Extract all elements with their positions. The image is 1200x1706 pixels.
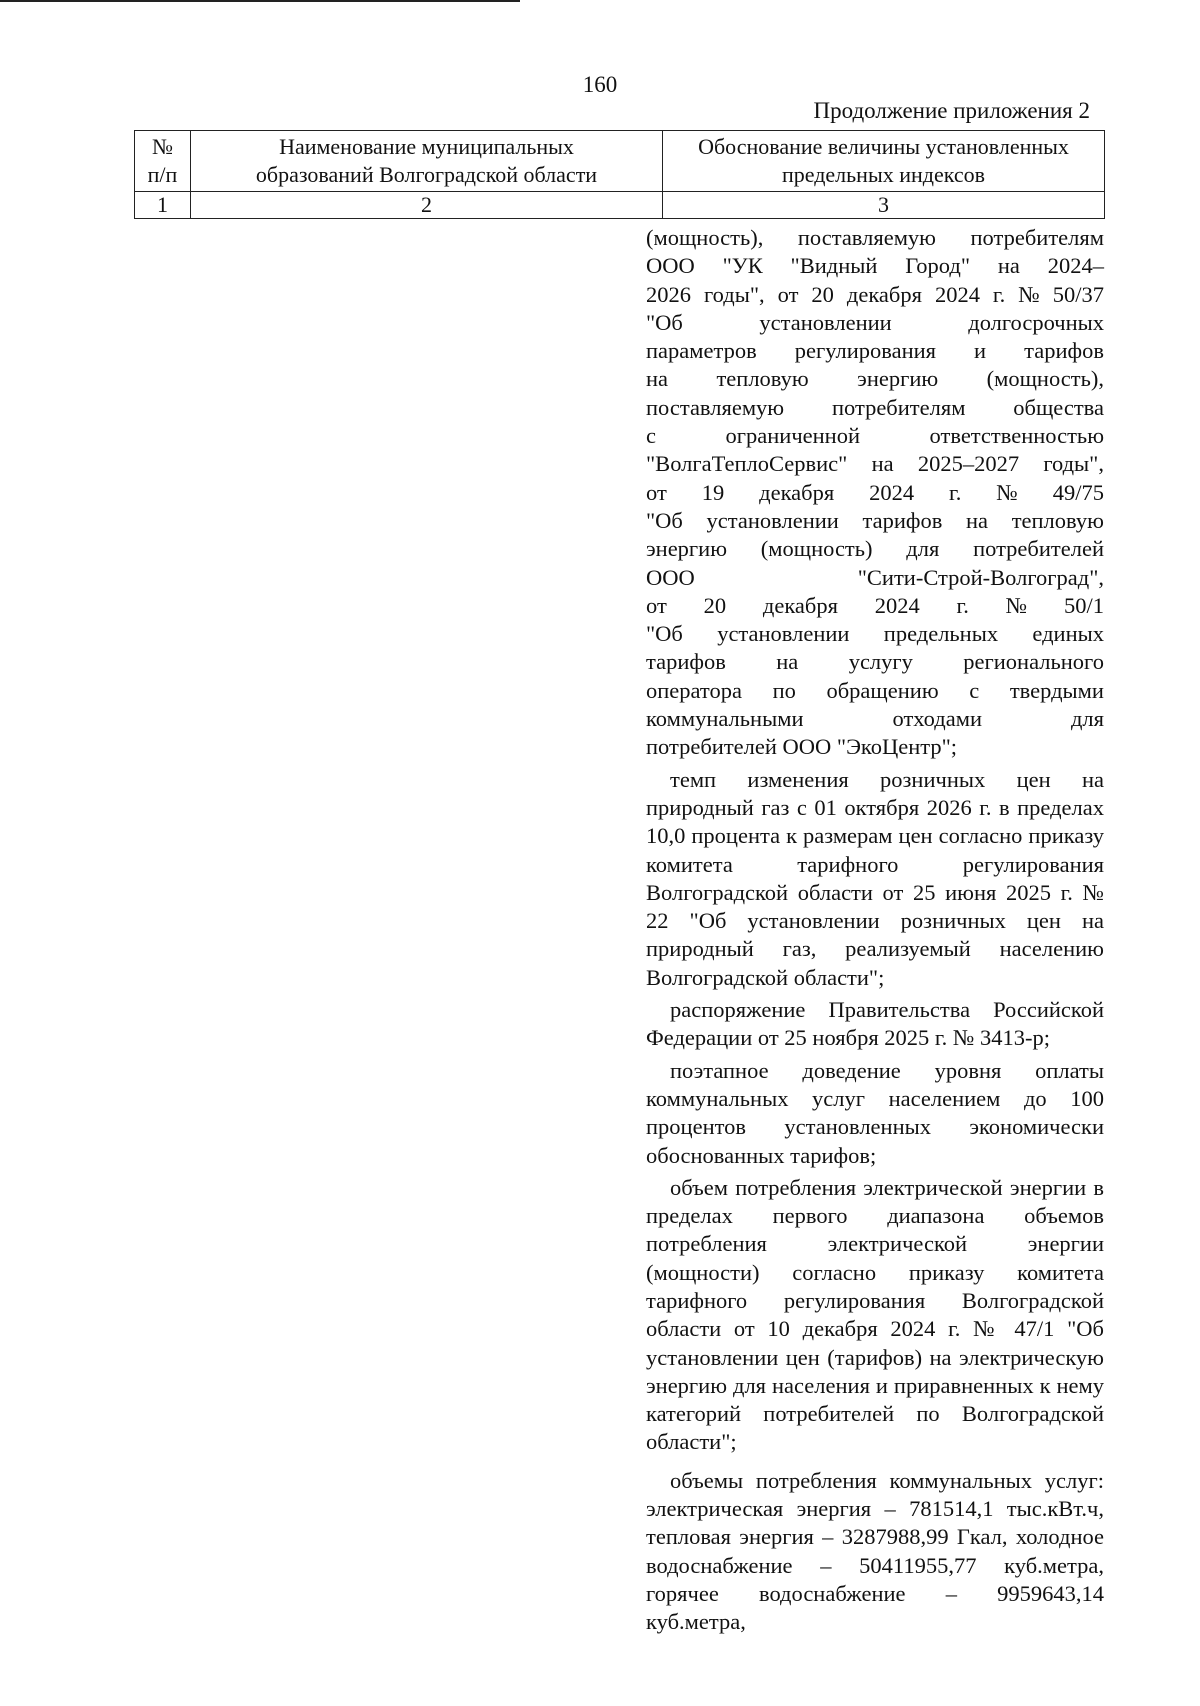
word: потребителей	[973, 536, 1104, 562]
text-line	[646, 224, 1104, 252]
word: предельных	[883, 621, 999, 647]
header-justification-cell	[663, 131, 1105, 192]
word: регионального	[963, 649, 1104, 675]
continued-paragraph	[646, 224, 1104, 762]
word: для	[906, 536, 940, 562]
word: на	[646, 366, 669, 392]
word: годы",	[703, 281, 765, 307]
word: поставляемую	[646, 394, 785, 420]
word: твердыми	[1009, 677, 1104, 703]
word: (мощность)	[760, 536, 873, 562]
consumption-volumes-paragraph: объемы потребления коммунальных услуг: электрическая энергия – 781514,1 тыс.кВт.ч, тепловая энергия – 3287988,99 Гкал, холодное водоснабжение – 50411955,77 куб.метра, горячее водоснабжение – 9959643,14 куб.метра,	[646, 1467, 1104, 1635]
header-municipality-line2: образований Волгоградской области	[255, 162, 598, 187]
word: обращению	[826, 677, 939, 703]
text-line	[646, 479, 1104, 507]
text-line	[646, 592, 1104, 620]
word: для	[1070, 706, 1104, 732]
header-number-line2: п/п	[147, 162, 178, 187]
word: 2025–2027	[917, 451, 1020, 477]
word: 2024–	[1047, 253, 1104, 279]
word: 2024	[874, 592, 920, 618]
word: 20	[811, 281, 834, 307]
word: от	[646, 479, 667, 505]
text-line	[646, 620, 1104, 648]
column-number-3: 3	[663, 192, 1105, 219]
word: коммунальными	[646, 706, 804, 732]
text-line	[646, 394, 1104, 422]
word: на	[997, 253, 1020, 279]
text-line	[646, 705, 1104, 733]
word: энергию	[857, 366, 939, 392]
word: тарифов	[862, 507, 943, 533]
text-line	[646, 507, 1104, 535]
word: оператора	[646, 677, 742, 703]
word: декабря	[759, 479, 835, 505]
word: 50/1	[1063, 592, 1104, 618]
word: (мощность),	[986, 366, 1104, 392]
word: №	[1018, 281, 1040, 307]
text-line: потребителей ООО "ЭкоЦентр";	[646, 734, 958, 760]
column-number-1: 1	[135, 192, 191, 219]
word: 20	[703, 592, 727, 618]
word: регулирования	[794, 338, 937, 364]
word: установлении	[759, 309, 892, 335]
word: долгосрочных	[968, 309, 1104, 335]
word: по	[772, 677, 796, 703]
text-line	[646, 564, 1104, 592]
appendix-table-header	[134, 130, 1105, 219]
stepwise-payment-paragraph: поэтапное доведение уровня оплаты коммунальных услуг населением до 100 процентов установленных экономически обоснованных тарифов;	[646, 1057, 1104, 1168]
header-number-line1: №	[152, 134, 173, 159]
word: от	[777, 281, 799, 307]
page-number: 160	[582, 72, 618, 97]
word: 2026	[646, 281, 691, 307]
word: на	[966, 507, 989, 533]
column-number-row	[135, 192, 1105, 219]
word: 50/37	[1052, 281, 1104, 307]
word: Город"	[905, 253, 971, 279]
text-line	[646, 648, 1104, 676]
word: 2024	[869, 479, 915, 505]
header-municipality-line1: Наименование муниципальных	[279, 134, 574, 159]
text-line	[646, 281, 1104, 309]
word: поставляемую	[797, 225, 936, 250]
word: на	[871, 451, 894, 477]
electricity-volume-paragraph: объем потребления электрической энергии в пределах первого диапазона объемов потребления электрической энергии (мощности) согласно приказу комитета тарифного регулирования Волгоградской области от 10 декабря 2024 г. № 47/1 "Об установлении цен (тарифов) на электрическую энергию для населения и приравненных к нему категорий потребителей по Волгоградской области";	[646, 1174, 1104, 1455]
word: г.	[992, 281, 1006, 307]
header-number-cell	[135, 131, 191, 192]
word: ООО	[646, 564, 695, 590]
text-line	[646, 365, 1104, 393]
word: единых	[1032, 621, 1104, 647]
government-decree-paragraph: распоряжение Правительства Российской Федерации от 25 ноября 2025 г. № 3413-р;	[646, 997, 1104, 1051]
word: "Об	[646, 621, 683, 647]
word: №	[996, 479, 1018, 505]
text-line	[646, 422, 1104, 450]
word: декабря	[846, 281, 922, 307]
word: энергию	[646, 536, 728, 562]
column-number-2: 2	[191, 192, 663, 219]
word: "УК	[722, 253, 763, 279]
word: №	[1005, 592, 1028, 618]
word: отходами	[892, 706, 982, 732]
top-rule	[0, 0, 520, 2]
word: 49/75	[1052, 479, 1104, 505]
word: тепловую	[716, 366, 809, 392]
header-justification-line2: предельных индексов	[781, 162, 986, 187]
word: установлении	[706, 507, 839, 533]
word: параметров	[646, 338, 757, 364]
word: ограниченной	[725, 423, 861, 449]
word: на	[776, 649, 799, 675]
header-justification-line1: Обоснование величины установленных	[698, 134, 1069, 159]
word: ООО	[646, 253, 695, 279]
word: от	[646, 592, 667, 618]
word: "ВолгаТеплоСервис"	[646, 451, 848, 477]
appendix-continuation-label: Продолжение приложения 2	[813, 98, 1090, 123]
gas-price-paragraph: темп изменения розничных цен на природный газ с 01 октября 2026 г. в пределах 10,0 процента к размерам цен согласно приказу комитета тарифного регулирования Волгоградской области от 25 июня 2025 г. № 22 "Об установлении розничных цен на природный газ, реализуемый населению Волгоградской области";	[646, 766, 1104, 990]
text-line	[646, 450, 1104, 478]
word: (мощность),	[646, 225, 764, 250]
header-municipality-cell	[191, 131, 663, 192]
word: услугу	[848, 649, 913, 675]
word: тарифов	[646, 649, 726, 675]
word: общества	[1013, 394, 1104, 420]
text-line	[646, 252, 1104, 280]
word: декабря	[762, 592, 838, 618]
text-line	[646, 535, 1104, 563]
word: г.	[949, 479, 962, 505]
word: и	[974, 338, 987, 364]
word: потребителям	[831, 394, 966, 420]
word: с	[969, 677, 980, 703]
word: "Сити-Строй-Волгоград",	[857, 564, 1104, 590]
word: потребителям	[970, 225, 1104, 250]
word: ответственностью	[929, 423, 1104, 449]
table-header-row	[135, 131, 1105, 192]
text-line	[646, 309, 1104, 337]
word: с	[646, 423, 656, 449]
word: 2024	[934, 281, 980, 307]
word: "Видный	[790, 253, 878, 279]
word: "Об	[646, 507, 683, 533]
word: тарифов	[1024, 338, 1104, 364]
word: 19	[701, 479, 725, 505]
word: г.	[956, 592, 969, 618]
justification-text-column	[646, 224, 1104, 1637]
word: установлении	[717, 621, 850, 647]
word: тепловую	[1011, 507, 1104, 533]
word: годы",	[1043, 451, 1104, 477]
text-line	[646, 677, 1104, 705]
text-line	[646, 337, 1104, 365]
word: "Об	[646, 309, 683, 335]
